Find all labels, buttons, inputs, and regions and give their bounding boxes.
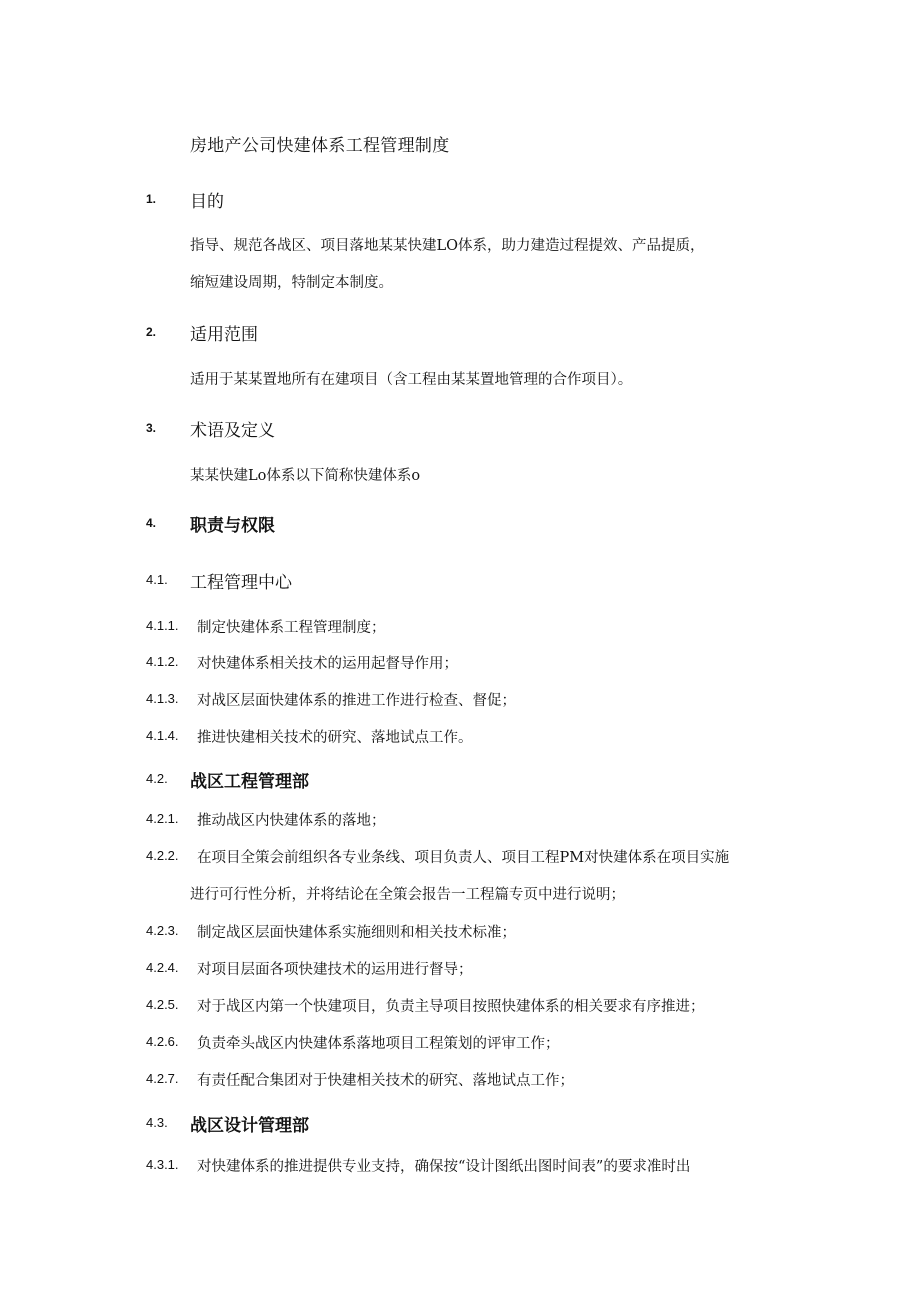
list-item-number: 4.2.2. bbox=[146, 848, 179, 863]
list-item-number: 4.2.4. bbox=[146, 960, 179, 975]
section-4-3-number: 4.3. bbox=[146, 1115, 168, 1130]
list-item-number: 4.1.2. bbox=[146, 654, 179, 669]
list-item-text: 有责任配合集团对于快建相关技术的研究、落地试点工作； bbox=[197, 1073, 574, 1089]
list-item-text: 制定战区层面快建体系实施细则和相关技术标准； bbox=[197, 925, 516, 941]
list-item-number: 4.2.5. bbox=[146, 997, 179, 1012]
section-3-number: 3. bbox=[146, 421, 157, 435]
list-item-number: 4.1.1. bbox=[146, 618, 179, 633]
section-4-1-heading: 工程管理中心 bbox=[190, 573, 292, 593]
list-item-number: 4.2.3. bbox=[146, 923, 179, 938]
list-item-text: 推动战区内快建体系的落地； bbox=[197, 813, 386, 829]
section-4-2-heading: 战区工程管理部 bbox=[190, 772, 309, 792]
list-item-text: 在项目全策会前组织各专业条线、项目负责人、项目工程PM对快建体系在项目实施 bbox=[197, 850, 730, 866]
list-item-number: 4.2.1. bbox=[146, 811, 179, 826]
list-item-text: 对快建体系的推进提供专业支持，确保按“设计图纸出图时间表”的要求准时出 bbox=[197, 1159, 691, 1175]
section-4-1-number: 4.1. bbox=[146, 572, 168, 587]
section-4-number: 4. bbox=[146, 516, 157, 530]
section-2-number: 2. bbox=[146, 325, 157, 339]
list-item-text: 对项目层面各项快建技术的运用进行督导； bbox=[197, 962, 473, 978]
list-item-number: 4.3.1. bbox=[146, 1157, 179, 1172]
list-item-text: 推进快建相关技术的研究、落地试点工作。 bbox=[197, 730, 473, 746]
list-item-text: 对战区层面快建体系的推进工作进行检查、督促； bbox=[197, 693, 516, 709]
list-item-continuation: 进行可行性分析，并将结论在全策会报告一工程篇专页中进行说明； bbox=[190, 887, 625, 903]
section-2-paragraph: 适用于某某置地所有在建项目（含工程由某某置地管理的合作项目）。 bbox=[190, 372, 633, 388]
list-item-text: 对快建体系相关技术的运用起督导作用； bbox=[197, 656, 458, 672]
list-item-text: 负责牵头战区内快建体系落地项目工程策划的评审工作； bbox=[197, 1036, 560, 1052]
list-item-number: 4.1.4. bbox=[146, 728, 179, 743]
list-item-text: 制定快建体系工程管理制度； bbox=[197, 620, 386, 636]
section-4-heading: 职责与权限 bbox=[190, 516, 275, 536]
list-item-number: 4.2.6. bbox=[146, 1034, 179, 1049]
list-item-number: 4.2.7. bbox=[146, 1071, 179, 1086]
section-1-number: 1. bbox=[146, 192, 157, 206]
list-item-text: 对于战区内第一个快建项目，负责主导项目按照快建体系的相关要求有序推进； bbox=[197, 999, 705, 1015]
section-4-3-heading: 战区设计管理部 bbox=[190, 1116, 309, 1136]
section-3-heading: 术语及定义 bbox=[190, 421, 275, 441]
section-4-2-number: 4.2. bbox=[146, 771, 168, 786]
section-1-paragraph-line-1: 指导、规范各战区、项目落地某某快建LO体系，助力建造过程提效、产品提质， bbox=[190, 238, 705, 254]
section-1-paragraph-line-2: 缩短建设周期，特制定本制度。 bbox=[190, 275, 393, 291]
section-3-paragraph: 某某快建Lo体系以下简称快建体系o bbox=[190, 468, 421, 484]
document-title: 房地产公司快建体系工程管理制度 bbox=[190, 136, 450, 156]
section-1-heading: 目的 bbox=[190, 192, 224, 212]
list-item-number: 4.1.3. bbox=[146, 691, 179, 706]
section-2-heading: 适用范围 bbox=[190, 325, 258, 345]
